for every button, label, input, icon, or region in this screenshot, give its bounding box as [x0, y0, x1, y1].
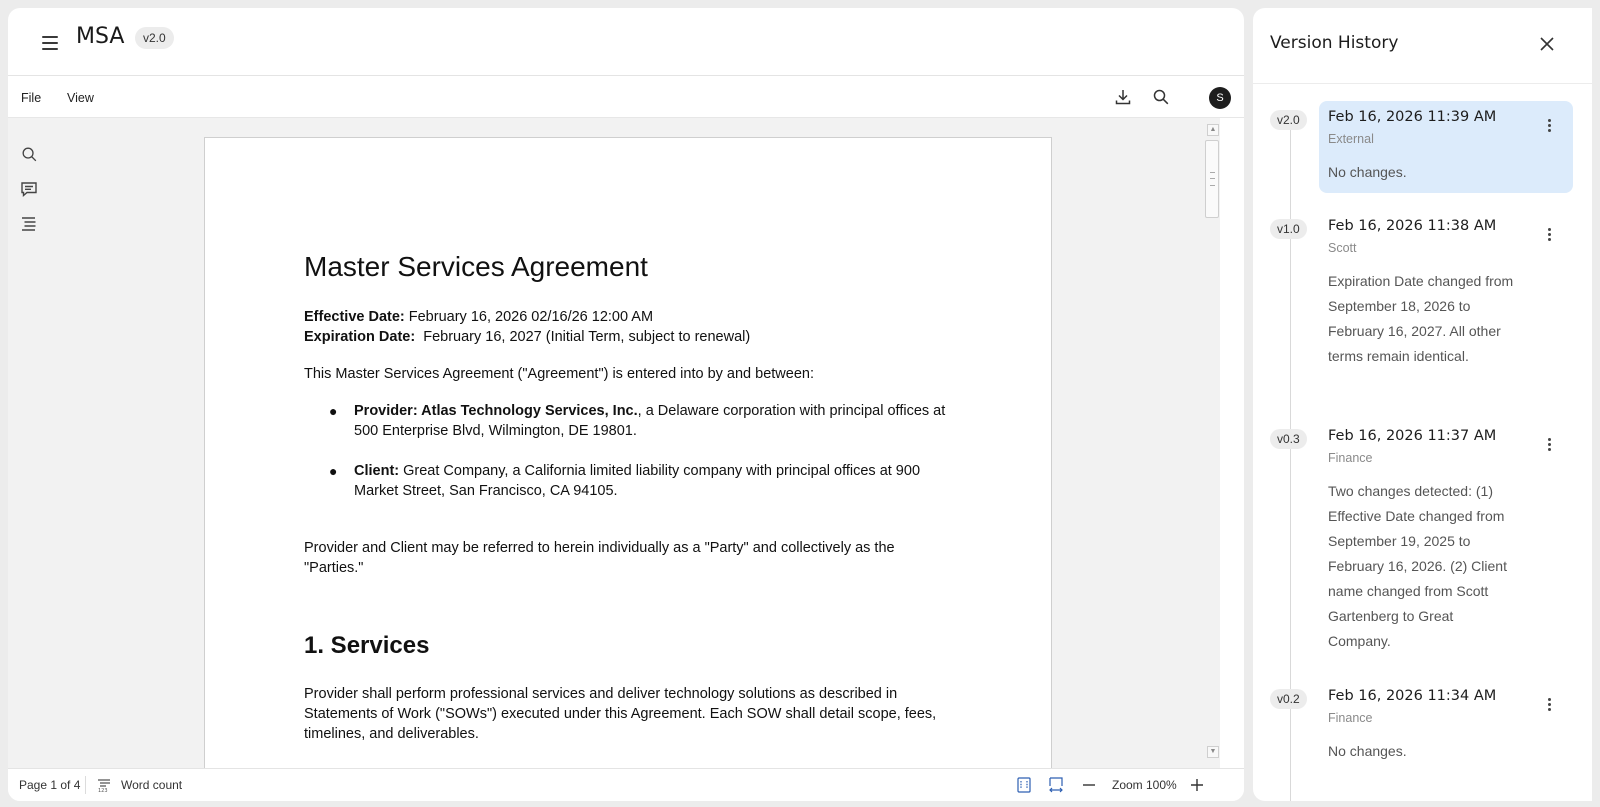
version-card[interactable]	[1319, 101, 1573, 193]
provider-item	[354, 401, 964, 441]
bullet-icon: ●	[329, 403, 338, 419]
page-indicator: Page 1 of 4	[19, 778, 81, 792]
version-author: External	[1328, 132, 1374, 146]
fit-width-icon[interactable]	[1046, 775, 1066, 795]
expiration-date-label: Expiration Date:	[304, 329, 416, 345]
section-heading: 1. Services	[304, 632, 430, 659]
client-item	[354, 461, 964, 501]
search-icon[interactable]	[1150, 86, 1172, 108]
version-description: No changes.	[1328, 743, 1407, 759]
more-vertical-icon[interactable]	[1539, 222, 1559, 246]
menu-file[interactable]: File	[21, 91, 42, 105]
document-heading: Master Services Agreement	[304, 251, 648, 282]
more-vertical-icon[interactable]	[1539, 113, 1559, 137]
version-description: Expiration Date changed from September 18, 2026 to February 16, 2027. All other terms remain identical.	[1328, 273, 1514, 364]
intro-paragraph: This Master Services Agreement ("Agreement") is entered into by and between:	[304, 366, 814, 382]
version-badge: v2.0	[135, 27, 174, 49]
document-title: MSA	[76, 24, 125, 49]
scroll-thumb[interactable]	[1205, 140, 1219, 218]
version-date: Feb 16, 2026 11:38 AM	[1328, 218, 1497, 234]
expiration-date-line	[304, 329, 750, 345]
menu-icon[interactable]	[42, 36, 58, 50]
provider-text: , a Delaware corporation with principal offices at 500 Enterprise Blvd, Wilmington, DE 19801.	[354, 403, 946, 439]
fit-page-icon[interactable]	[1014, 775, 1034, 795]
vertical-scrollbar[interactable]	[1205, 124, 1219, 755]
more-vertical-icon[interactable]	[1539, 692, 1559, 716]
panel-title: Version History	[1270, 33, 1399, 53]
zoom-level: Zoom 100%	[1112, 778, 1177, 792]
client-label: Client:	[354, 463, 400, 479]
close-icon[interactable]	[1535, 32, 1559, 56]
expiration-date-value: February 16, 2027 (Initial Term, subject to renewal)	[415, 329, 751, 345]
avatar[interactable]: S	[1209, 87, 1231, 109]
word-count-button[interactable]: Word count	[121, 778, 183, 792]
outline-icon[interactable]	[19, 214, 39, 234]
editor-header	[8, 8, 1244, 76]
effective-date-line	[304, 309, 653, 325]
services-paragraph: Provider shall perform professional services and deliver technology solutions as described in Statements of Work ("SOWs") executed under this Agreement. Each SOW shall detail scope, fees, timelines, and deliverables.	[304, 686, 937, 742]
version-date: Feb 16, 2026 11:34 AM	[1328, 688, 1497, 704]
more-vertical-icon[interactable]	[1539, 432, 1559, 456]
version-history-panel	[1253, 8, 1592, 801]
zoom-out-icon[interactable]	[1079, 775, 1099, 795]
menu-view[interactable]: View	[67, 91, 94, 105]
svg-text:123: 123	[98, 788, 108, 793]
effective-date-label: Effective Date:	[304, 309, 405, 325]
version-card[interactable]	[1319, 420, 1573, 650]
zoom-in-icon[interactable]	[1187, 775, 1207, 795]
parties-paragraph: Provider and Client may be referred to herein individually as a "Party" and collectively as the "Parties."	[304, 540, 895, 576]
menubar	[8, 76, 1244, 118]
client-text: Great Company, a California limited liability company with principal offices at 900 Market Street, San Francisco, CA 94105.	[354, 463, 921, 499]
version-card[interactable]	[1319, 680, 1573, 770]
version-card[interactable]	[1319, 210, 1573, 390]
scroll-down-icon[interactable]: ▼	[1207, 746, 1219, 758]
version-author: Finance	[1328, 711, 1373, 725]
provider-label: Provider: Atlas Technology Services, Inc.	[354, 403, 638, 419]
download-icon[interactable]	[1112, 86, 1134, 108]
version-date: Feb 16, 2026 11:39 AM	[1328, 109, 1497, 125]
version-badge: v0.2	[1270, 689, 1307, 709]
left-toolbar	[8, 118, 50, 775]
version-description: No changes.	[1328, 164, 1407, 180]
version-badge: v1.0	[1270, 219, 1307, 239]
scroll-up-icon[interactable]: ▲	[1207, 124, 1219, 136]
bullet-icon: ●	[329, 463, 338, 479]
version-author: Finance	[1328, 451, 1373, 465]
status-bar	[8, 768, 1244, 801]
document-page[interactable]	[204, 137, 1052, 777]
version-badge: v0.3	[1270, 429, 1307, 449]
version-date: Feb 16, 2026 11:37 AM	[1328, 428, 1497, 444]
search-icon[interactable]	[19, 144, 39, 164]
version-description: Two changes detected: (1) Effective Date changed from September 19, 2025 to February 16, 2026. (2) Client name changed from Scott Gartenberg to Great Company.	[1328, 483, 1507, 649]
word-count-icon[interactable]	[94, 775, 114, 795]
version-author: Scott	[1328, 241, 1357, 255]
document-editor	[8, 8, 1244, 801]
panel-header	[1253, 8, 1592, 84]
effective-date-value: February 16, 2026 02/16/26 12:00 AM	[404, 309, 654, 325]
comment-icon[interactable]	[19, 179, 39, 199]
version-badge: v2.0	[1270, 110, 1307, 130]
